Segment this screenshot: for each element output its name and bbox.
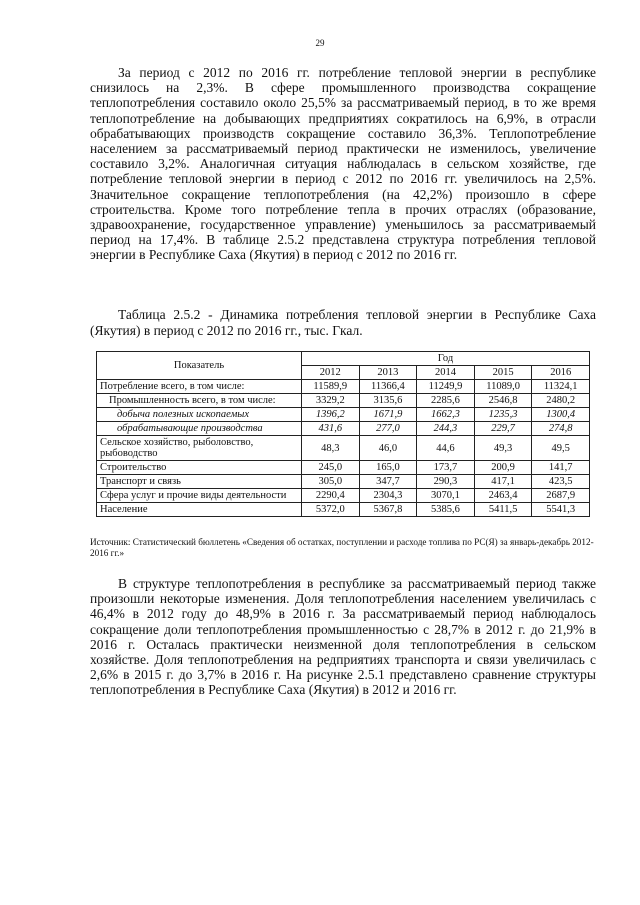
table-row xyxy=(97,422,590,436)
table-row xyxy=(97,436,590,461)
table-cell: 48,3 xyxy=(302,436,360,461)
table-cell: 141,7 xyxy=(532,461,590,475)
table-row xyxy=(97,475,590,489)
table-cell: 274,8 xyxy=(532,422,590,436)
row-label: Промышленность всего, в том числе: xyxy=(97,394,302,408)
table-cell: 165,0 xyxy=(359,461,417,475)
table-cell: 277,0 xyxy=(359,422,417,436)
header-year-2014: 2014 xyxy=(417,366,475,380)
header-year-2016: 2016 xyxy=(532,366,590,380)
table-cell: 5385,6 xyxy=(417,503,475,517)
header-indicator: Показатель xyxy=(97,352,302,380)
table-cell: 290,3 xyxy=(417,475,475,489)
table-row xyxy=(97,394,590,408)
table-cell: 5372,0 xyxy=(302,503,360,517)
header-year: Год xyxy=(302,352,590,366)
table-cell: 305,0 xyxy=(302,475,360,489)
table-cell: 1671,9 xyxy=(359,408,417,422)
row-label: Потребление всего, в том числе: xyxy=(97,380,302,394)
table-cell: 2480,2 xyxy=(532,394,590,408)
table-cell: 3135,6 xyxy=(359,394,417,408)
table-cell: 11249,9 xyxy=(417,380,475,394)
table-row xyxy=(97,408,590,422)
table-cell: 2304,3 xyxy=(359,489,417,503)
table-cell: 423,5 xyxy=(532,475,590,489)
table-cell: 5367,8 xyxy=(359,503,417,517)
table-cell: 173,7 xyxy=(417,461,475,475)
table-cell: 46,0 xyxy=(359,436,417,461)
table-cell: 229,7 xyxy=(474,422,532,436)
table-cell: 347,7 xyxy=(359,475,417,489)
paragraph-structure: В структуре теплопотребления в республике за рассматриваемый период также произошли некоторые изменения. Доля теплопотребления населением увеличилась с 46,4% в 2012 году до 48,9% в 2016 г. За рассматриваемый период наблюдалось сокращение доли теплопотребления промышленностью с 28,7% в 2012 г. до 21,9% в 2016 г. Осталась практически неизменной доля теплопотребления в сельском хозяйстве. Доля теплопотребления на редприятиях транспорта и связи увеличилась с 2,6% в 2015 г. до 3,7% в 2016 г. На рисунке 2.5.1 представлено сравнение структуры теплопотребления в Республике Саха (Якутия) в 2012 и 2016 гг. xyxy=(90,576,596,698)
table-cell: 2687,9 xyxy=(532,489,590,503)
table-cell: 244,3 xyxy=(417,422,475,436)
table-cell: 3070,1 xyxy=(417,489,475,503)
header-year-2012: 2012 xyxy=(302,366,360,380)
table-cell: 44,6 xyxy=(417,436,475,461)
table-cell: 1662,3 xyxy=(417,408,475,422)
table-cell: 431,6 xyxy=(302,422,360,436)
table-cell: 2463,4 xyxy=(474,489,532,503)
table-cell: 2546,8 xyxy=(474,394,532,408)
table-cell: 5411,5 xyxy=(474,503,532,517)
heat-consumption-table xyxy=(96,351,590,517)
table-cell: 1235,3 xyxy=(474,408,532,422)
table-row xyxy=(97,380,590,394)
table-cell: 3329,2 xyxy=(302,394,360,408)
table-cell: 11589,9 xyxy=(302,380,360,394)
table-row xyxy=(97,503,590,517)
table-cell: 11366,4 xyxy=(359,380,417,394)
header-year-2015: 2015 xyxy=(474,366,532,380)
row-label: добыча полезных ископаемых xyxy=(97,408,302,422)
table-cell: 417,1 xyxy=(474,475,532,489)
row-label: обрабатывающие производства xyxy=(97,422,302,436)
table-cell: 200,9 xyxy=(474,461,532,475)
table-cell: 11324,1 xyxy=(532,380,590,394)
row-label: Транспорт и связь xyxy=(97,475,302,489)
table-cell: 245,0 xyxy=(302,461,360,475)
row-label: Сельское хозяйство, рыболовство, рыбоводство xyxy=(97,436,302,461)
header-year-2013: 2013 xyxy=(359,366,417,380)
row-label: Население xyxy=(97,503,302,517)
table-caption: Таблица 2.5.2 - Динамика потребления тепловой энергии в Республике Саха (Якутия) в период с 2012 по 2016 гг., тыс. Гкал. xyxy=(90,307,596,338)
table-cell: 5541,3 xyxy=(532,503,590,517)
table-cell: 49,5 xyxy=(532,436,590,461)
table-row xyxy=(97,461,590,475)
table-row xyxy=(97,489,590,503)
row-label: Строительство xyxy=(97,461,302,475)
table-cell: 11089,0 xyxy=(474,380,532,394)
table-cell: 1300,4 xyxy=(532,408,590,422)
table-cell: 2290,4 xyxy=(302,489,360,503)
table-cell: 2285,6 xyxy=(417,394,475,408)
page-number: 29 xyxy=(315,38,325,48)
paragraph-intro: За период с 2012 по 2016 гг. потребление тепловой энергии в республике снизилось на 2,3%. В сфере промышленного производства сокращение теплопотребления составило около 25,5% за рассматриваемый период, в то же время теплопотребление на добывающих предприятиях сократилось на 6,9%, в отрасли обрабатывающих производств сокращение составило 36,3%. Теплопотребление населением за рассматриваемый период практически не изменилось, увеличение составило 3,2%. Аналогичная ситуация наблюдалась в сельском хозяйстве, где потребление тепловой энергии в период с 2012 по 2016 гг. увеличилось на 2,5%. Значительное сокращение теплопотребления (на 42,2%) произошло в сфере строительства. Кроме того потребление тепла в прочих отраслях (образование, здравоохранение, государственное управление) уменьшилось за рассматриваемый период на 17,4%. В таблице 2.5.2 представлена структура потребления тепловой энергии в Республике Саха (Якутия) в период с 2012 по 2016 гг. xyxy=(90,65,596,263)
table-cell: 49,3 xyxy=(474,436,532,461)
row-label: Сфера услуг и прочие виды деятельности xyxy=(97,489,302,503)
table-cell: 1396,2 xyxy=(302,408,360,422)
table-source-note: Источник: Статистический бюллетень «Сведения об остатках, поступлении и расходе топлива по РС(Я) за январь-декабрь 2012-2016 гг.» xyxy=(90,537,594,558)
